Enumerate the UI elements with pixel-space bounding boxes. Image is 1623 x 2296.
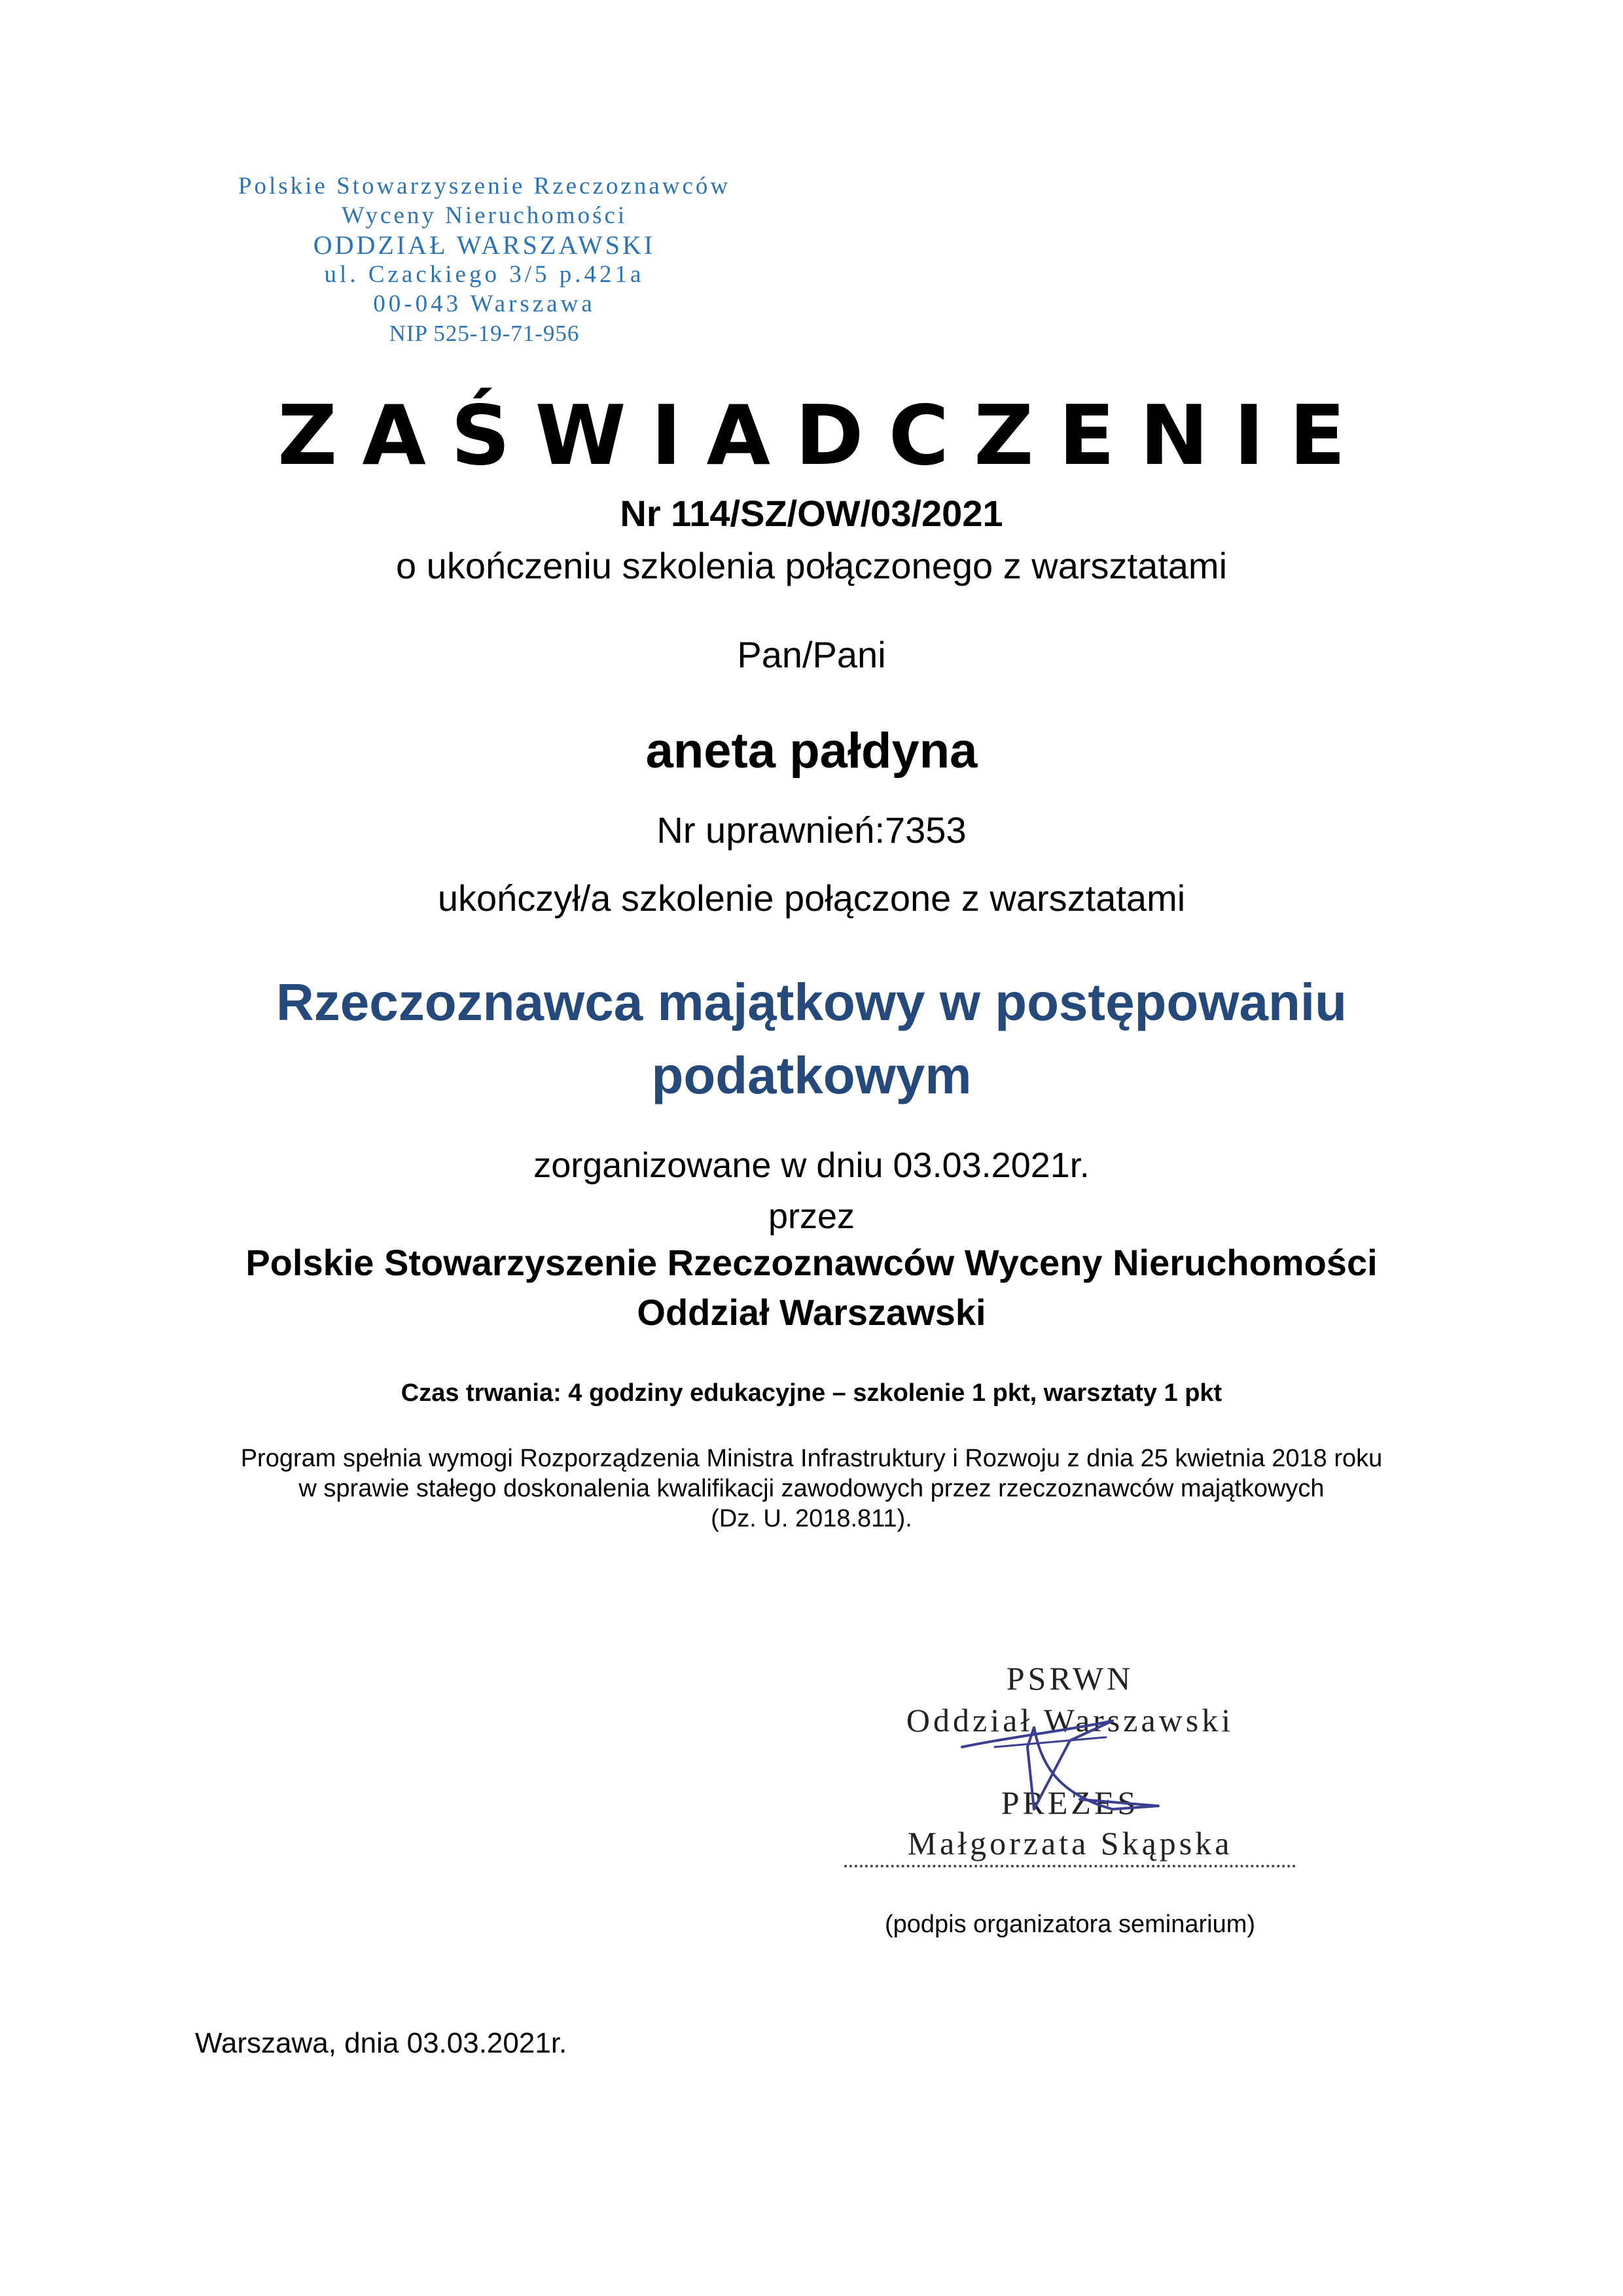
signature-line [844, 1865, 1296, 1867]
signature-caption: (podpis organizatora seminarium) [884, 1911, 1256, 1938]
stamp-line-nip: NIP 525-19-71-956 [389, 321, 580, 346]
course-title-line2: podatkowym [651, 1046, 972, 1104]
place-and-date: Warszawa, dnia 03.03.2021r. [195, 2027, 567, 2059]
signature-person: Małgorzata Skąpska [907, 1825, 1233, 1862]
signature-branch: Oddział Warszawski [906, 1702, 1234, 1739]
program-line3: (Dz. U. 2018.811). [711, 1505, 912, 1532]
stamp-line-city: 00-043 Warszawa [373, 291, 596, 317]
program-line1: Program spełnia wymogi Rozporządzenia Ministra Infrastruktury i Rozwoju z dnia 25 kwietnia 2018 roku [240, 1445, 1383, 1472]
organizer-line1: Polskie Stowarzyszenie Rzeczoznawców Wyceny Nieruchomości [245, 1242, 1378, 1283]
stamp-line-organization-cont: Wyceny Nieruchomości [341, 202, 628, 229]
signature-org: PSRWN [1006, 1660, 1134, 1697]
organization-stamp [196, 171, 772, 348]
certificate-subtitle: o ukończeniu szkolenia połączonego z warsztatami [395, 545, 1228, 586]
program-compliance [0, 1443, 1623, 1534]
salutation: Pan/Pani [737, 634, 886, 675]
course-title-line1: Rzeczoznawca majątkowy w postępowaniu [276, 973, 1347, 1031]
organized-by: przez [768, 1197, 855, 1236]
handwritten-signature [955, 1701, 1165, 1819]
certificate-title: ZAŚWIADCZENIE [277, 387, 1370, 484]
license-number: Nr uprawnień:7353 [656, 809, 967, 851]
stamp-line-street: ul. Czackiego 3/5 p.421a [324, 261, 645, 288]
program-line2: w sprawie stałego doskonalenia kwalifikacji zawodowych przez rzeczoznawców majątkowych [298, 1475, 1325, 1502]
certificate-number: Nr 114/SZ/OW/03/2021 [620, 493, 1003, 534]
organizer-line2: Oddział Warszawski [637, 1292, 986, 1333]
organized-date: zorganizowane w dniu 03.03.2021r. [533, 1146, 1090, 1185]
stamp-line-organization: Polskie Stowarzyszenie Rzeczoznawców [238, 173, 731, 200]
signature-role: PREZES [1001, 1784, 1139, 1821]
course-title [0, 966, 1623, 1112]
duration-info: Czas trwania: 4 godziny edukacyjne – szkolenie 1 pkt, warsztaty 1 pkt [401, 1379, 1222, 1407]
organizer-name [0, 1238, 1623, 1337]
stamp-line-branch: ODDZIAŁ WARSZAWSKI [313, 230, 656, 260]
completion-statement: ukończył/a szkolenie połączone z warsztatami [437, 877, 1186, 919]
recipient-name: aneta pałdyna [645, 723, 978, 779]
